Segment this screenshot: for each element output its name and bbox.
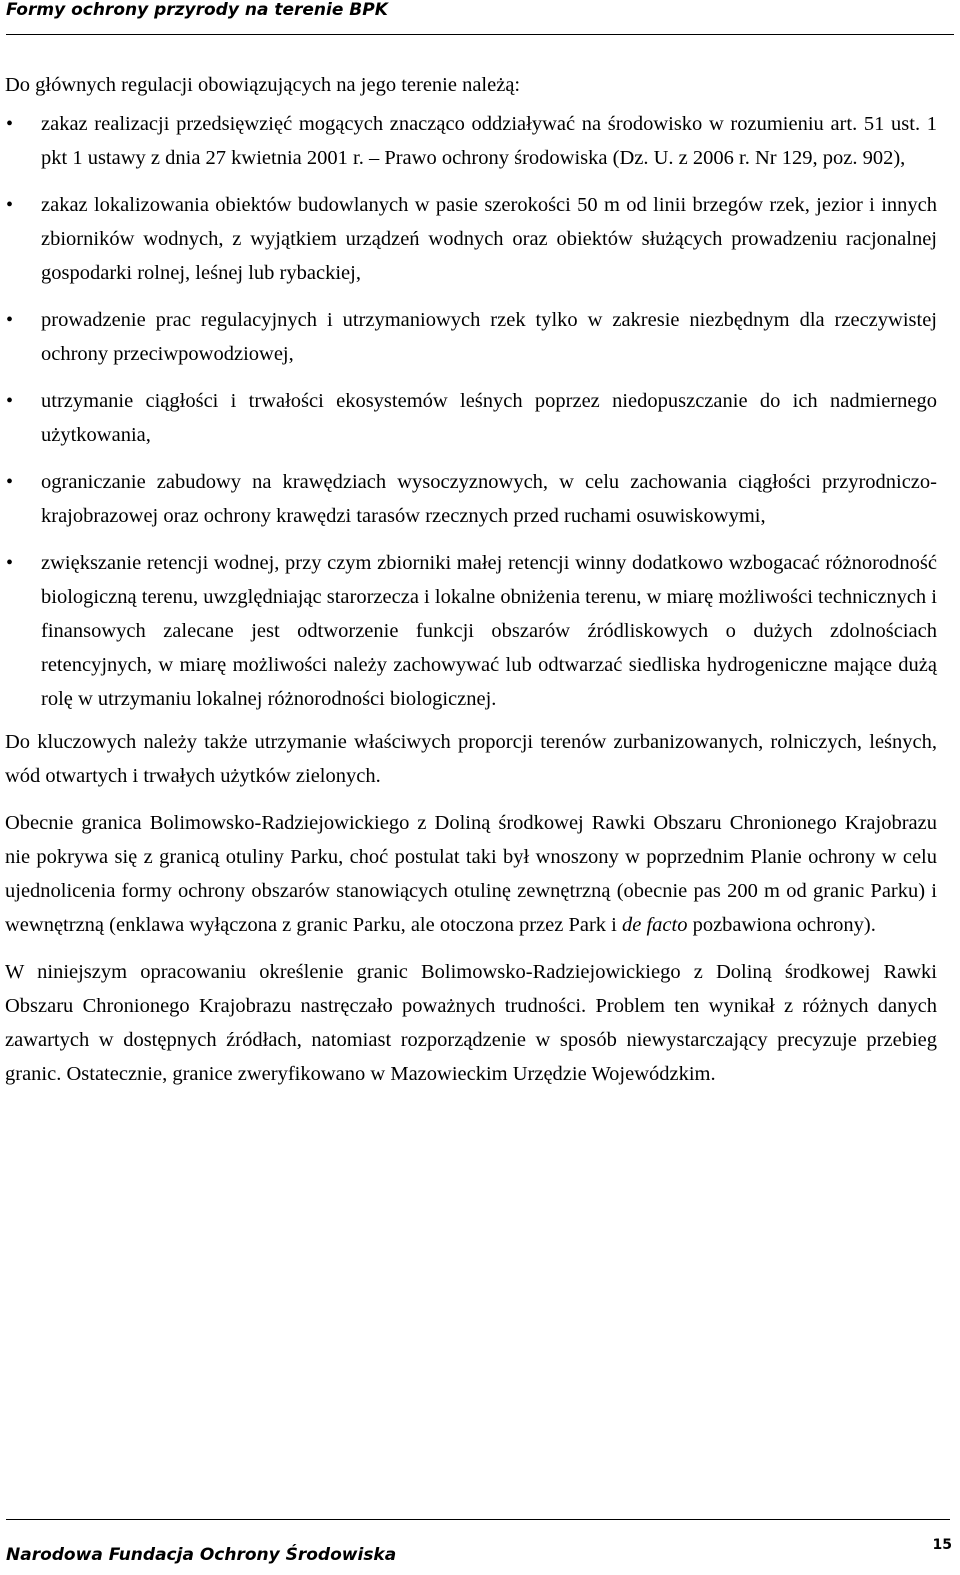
list-item <box>5 107 937 175</box>
footer-organization: Narodowa Fundacja Ochrony Środowiska <box>6 1545 397 1565</box>
key-proportions-paragraph: Do kluczowych należy także utrzymanie właściwych proporcji terenów zurbanizowanych, rolniczych, leśnych, wód otwartych i trwałych użytków zielonych. <box>5 731 937 787</box>
verification-paragraph: W niniejszym opracowaniu określenie granic Bolimowsko-Radziejowickiego z Doliną środkowej Rawki Obszaru Chronionego Krajobrazu nastręczało poważnych trudności. Problem ten wynikał z różnych danych zawartych w dostępnych źródłach, natomiast rozporządzenie w sposób niewystarczający precyzuje przebieg granic. Ostatecznie, granice zweryfikowano w Mazowieckim Urzędzie Wojewódzkim. <box>5 961 937 1085</box>
list-item <box>5 384 937 452</box>
list-item-text: ograniczanie zabudowy na krawędziach wysoczyznowych, w celu zachowania ciągłości przyrodniczo-krajobrazowej oraz ochrony krawędzi tarasów rzecznych przed ruchami osuwiskowymi, <box>41 471 937 527</box>
list-item <box>5 188 937 290</box>
list-item-text: prowadzenie prac regulacyjnych i utrzymaniowych rzek tylko w zakresie niezbędnym dla rzeczywistej ochrony przeciwpowodziowej, <box>41 309 937 365</box>
bullet-icon: • <box>6 194 14 216</box>
intro-paragraph: Do głównych regulacji obowiązujących na jego terenie należą: <box>5 74 521 96</box>
header-title: Formy ochrony przyrody na terenie BPK <box>6 0 388 20</box>
bullet-icon: • <box>6 552 14 574</box>
bullet-icon: • <box>6 471 14 493</box>
footer-divider <box>6 1519 950 1520</box>
boundary-text-italic: de facto <box>621 914 688 936</box>
list-item-text: zwiększanie retencji wodnej, przy czym zbiorniki małej retencji winny dodatkowo wzbogacać różnorodność biologiczną terenu, uwzględniając starorzecza i lokalne obniżenia terenu, w miarę możliwości technicznych i finansowych zalecane jest odtworzenie funkcji obszarów źródliskowych o dużych zdolnościach retencyjnych, w miarę możliwości należy zachowywać lub odtwarzać siedliska hydrogeniczne mające dużą rolę w utrzymaniu lokalnej różnorodności biologicznej. <box>41 552 937 710</box>
list-item <box>5 303 937 371</box>
list-item <box>5 546 937 716</box>
list-item-text: zakaz realizacji przedsięwzięć mogących znacząco oddziaływać na środowisko w rozumieniu art. 51 ust. 1 pkt 1 ustawy z dnia 27 kwietnia 2001 r. – Prawo ochrony środowiska (Dz. U. z 2006 r. Nr 129, poz. 902), <box>41 113 937 169</box>
boundary-paragraph <box>5 806 937 942</box>
document-body <box>5 68 937 1104</box>
list-item-text: utrzymanie ciągłości i trwałości ekosystemów leśnych poprzez niedopuszczanie do ich nadmiernego użytkowania, <box>41 390 937 446</box>
bullet-icon: • <box>6 309 14 331</box>
page-number: 15 <box>932 1537 952 1553</box>
list-item <box>5 465 937 533</box>
regulations-list <box>5 107 937 716</box>
list-item-text: zakaz lokalizowania obiektów budowlanych w pasie szerokości 50 m od linii brzegów rzek, jezior i innych zbiorników wodnych, z wyjątkiem urządzeń wodnych oraz obiektów służących prowadzeniu racjonalnej gospodarki rolnej, leśnej lub rybackiej, <box>41 194 937 284</box>
page-header <box>6 0 954 35</box>
boundary-text-after: pozbawiona ochrony). <box>687 914 876 936</box>
bullet-icon: • <box>6 113 14 135</box>
bullet-icon: • <box>6 390 14 412</box>
boundary-text-before: Obecnie granica Bolimowsko-Radziejowickiego z Doliną środkowej Rawki Obszaru Chronionego Krajobrazu nie pokrywa się z granicą otuliny Parku, choć postulat taki był wnoszony w poprzednim Planie ochrony w celu ujednolicenia formy ochrony obszarów stanowiących otulinę zewnętrzną (obecnie pas 200 m od granic Parku) i wewnętrzną (enklawa wyłączona z granic Parku, ale otoczona przez Park i <box>5 812 937 936</box>
